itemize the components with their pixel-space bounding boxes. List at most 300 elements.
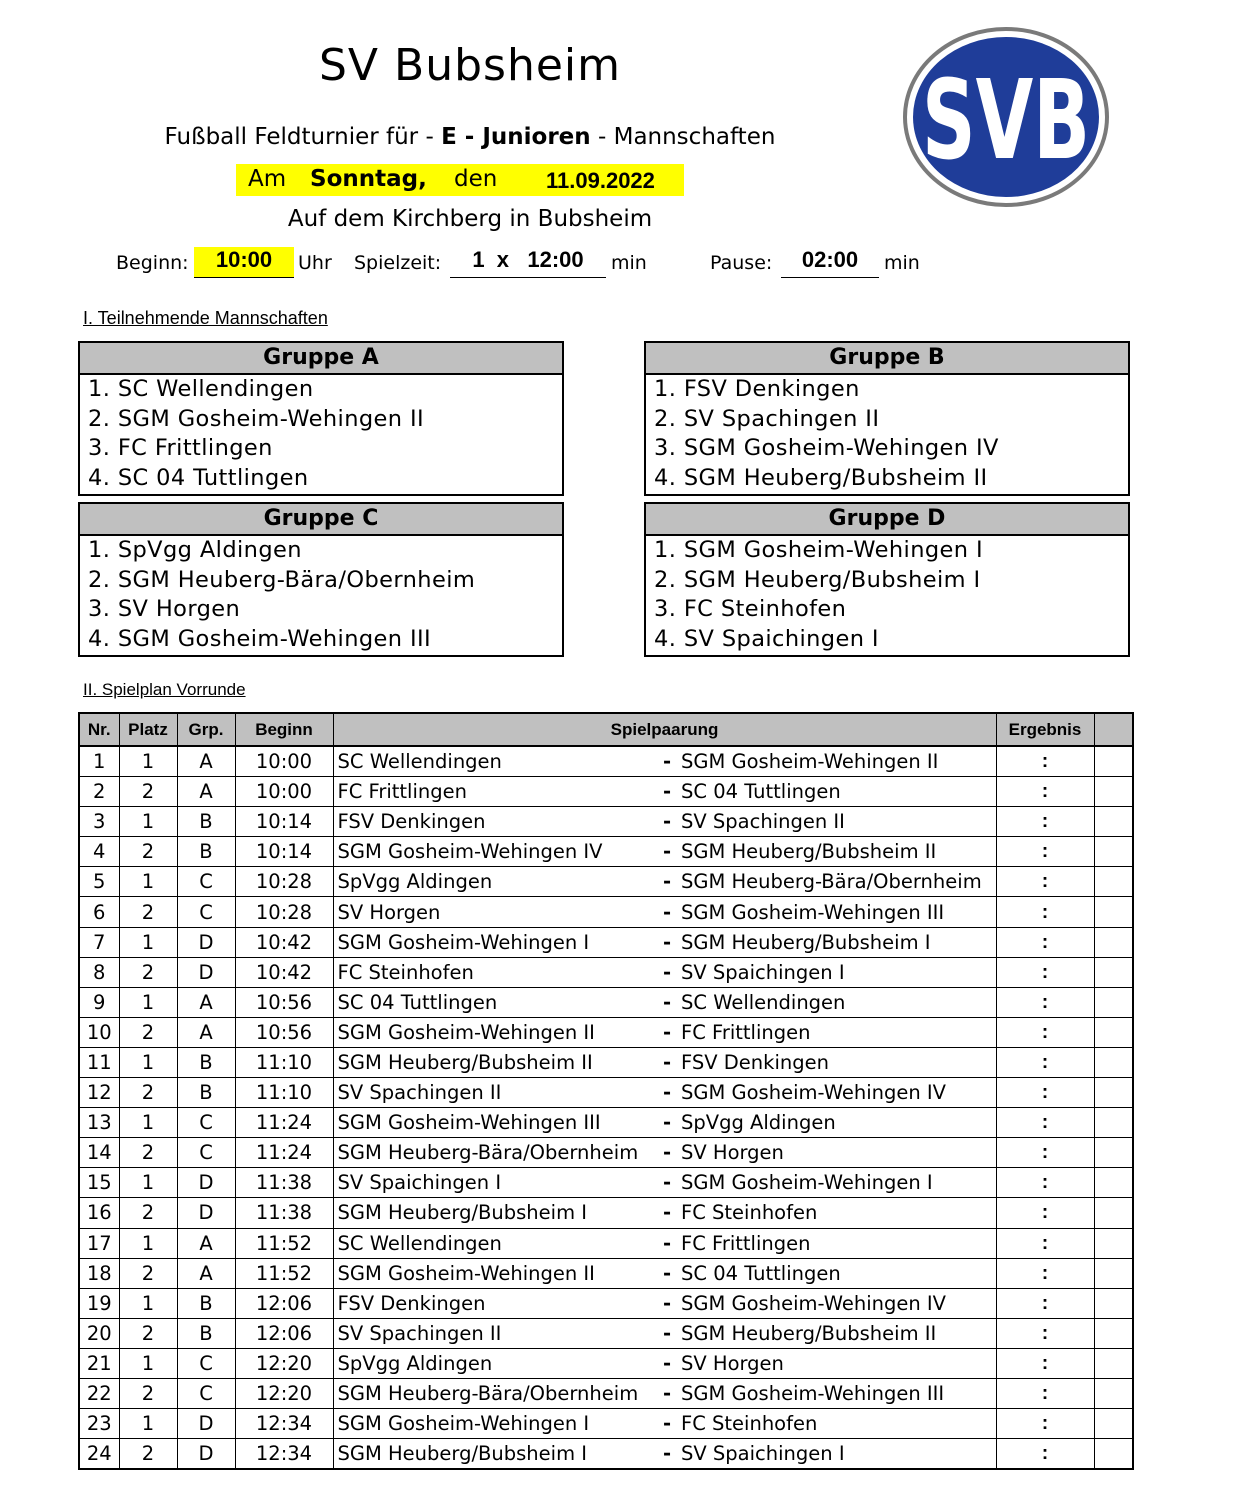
match-nr: 10 bbox=[79, 1017, 119, 1047]
match-home-cell bbox=[333, 777, 663, 807]
away-team: FC Frittlingen bbox=[681, 1231, 811, 1255]
pairing-dash: - bbox=[663, 930, 672, 954]
match-time: 11:10 bbox=[235, 1047, 333, 1077]
match-home-cell bbox=[333, 1409, 663, 1439]
group-c-team: 4. SGM Gosheim-Wehingen III bbox=[88, 626, 432, 653]
pairing-dash: - bbox=[663, 1111, 672, 1135]
home-team: SGM Heuberg-Bära/Obernheim bbox=[337, 1141, 639, 1165]
match-result: : bbox=[996, 1348, 1094, 1378]
home-team: SGM Gosheim-Wehingen IV bbox=[337, 840, 603, 864]
pairing-dash: - bbox=[663, 900, 672, 924]
header-grp: Grp. bbox=[177, 713, 235, 746]
table-row bbox=[79, 1378, 1133, 1408]
venue-text: Auf dem Kirchberg in Bubsheim bbox=[287, 206, 653, 232]
match-time: 10:56 bbox=[235, 987, 333, 1017]
match-home-cell bbox=[333, 957, 663, 987]
match-extra bbox=[1094, 957, 1133, 987]
match-time: 10:42 bbox=[235, 927, 333, 957]
match-away-cell bbox=[663, 777, 996, 807]
match-away-cell bbox=[663, 1409, 996, 1439]
group-b-team: 3. SGM Gosheim-Wehingen IV bbox=[654, 435, 999, 462]
table-row bbox=[79, 1409, 1133, 1439]
away-team: SGM Gosheim-Wehingen III bbox=[681, 1382, 945, 1406]
table-row bbox=[79, 1017, 1133, 1047]
pause-unit: min bbox=[884, 252, 920, 274]
match-home-cell bbox=[333, 1348, 663, 1378]
match-nr: 14 bbox=[79, 1138, 119, 1168]
home-team: SC Wellendingen bbox=[337, 1231, 502, 1255]
match-platz: 1 bbox=[119, 1108, 177, 1138]
away-team: SV Spachingen II bbox=[681, 810, 845, 834]
home-team: SC 04 Tuttlingen bbox=[337, 990, 498, 1014]
match-extra bbox=[1094, 1228, 1133, 1258]
match-home-cell bbox=[333, 807, 663, 837]
pairing-dash: - bbox=[663, 1231, 672, 1255]
match-group: B bbox=[177, 1078, 235, 1108]
away-team: FSV Denkingen bbox=[681, 1050, 829, 1074]
subtitle-prefix: Fußball Feldturnier für - bbox=[164, 124, 442, 150]
table-row bbox=[79, 777, 1133, 807]
match-extra bbox=[1094, 1047, 1133, 1077]
match-time: 11:52 bbox=[235, 1228, 333, 1258]
match-extra bbox=[1094, 1348, 1133, 1378]
match-away-cell bbox=[663, 1017, 996, 1047]
pairing-dash: - bbox=[663, 1291, 672, 1315]
match-group: C bbox=[177, 1378, 235, 1408]
table-header-row bbox=[79, 713, 1133, 746]
pairing-dash: - bbox=[663, 1412, 672, 1436]
match-group: C bbox=[177, 897, 235, 927]
match-time: 12:20 bbox=[235, 1348, 333, 1378]
home-team: SpVgg Aldingen bbox=[337, 1351, 493, 1375]
pairing-dash: - bbox=[663, 810, 672, 834]
away-team: FC Frittlingen bbox=[681, 1020, 811, 1044]
spielzeit-unit: min bbox=[611, 252, 647, 274]
table-row bbox=[79, 1288, 1133, 1318]
away-team: SpVgg Aldingen bbox=[681, 1111, 836, 1135]
match-extra bbox=[1094, 746, 1133, 777]
match-platz: 2 bbox=[119, 1138, 177, 1168]
match-home-cell bbox=[333, 1198, 663, 1228]
away-team: SC Wellendingen bbox=[681, 990, 846, 1014]
pairing-dash: - bbox=[663, 1171, 672, 1195]
match-platz: 1 bbox=[119, 746, 177, 777]
match-extra bbox=[1094, 1409, 1133, 1439]
away-team: SGM Heuberg-Bära/Obernheim bbox=[681, 870, 982, 894]
group-a-team: 3. FC Frittlingen bbox=[88, 435, 273, 462]
table-row bbox=[79, 1138, 1133, 1168]
pairing-dash: - bbox=[663, 1050, 672, 1074]
match-time: 11:38 bbox=[235, 1198, 333, 1228]
match-platz: 2 bbox=[119, 837, 177, 867]
pairing-dash: - bbox=[663, 870, 672, 894]
table-row bbox=[79, 897, 1133, 927]
away-team: SGM Gosheim-Wehingen II bbox=[681, 750, 939, 774]
away-team: SGM Gosheim-Wehingen IV bbox=[681, 1291, 947, 1315]
match-platz: 2 bbox=[119, 1318, 177, 1348]
table-row bbox=[79, 807, 1133, 837]
match-time: 12:34 bbox=[235, 1409, 333, 1439]
match-result: : bbox=[996, 897, 1094, 927]
match-extra bbox=[1094, 987, 1133, 1017]
table-row bbox=[79, 837, 1133, 867]
date-weekday: Sonntag, bbox=[310, 166, 427, 192]
match-nr: 9 bbox=[79, 987, 119, 1017]
match-nr: 15 bbox=[79, 1168, 119, 1198]
match-time: 10:00 bbox=[235, 777, 333, 807]
pause-label: Pause: bbox=[710, 252, 773, 274]
home-team: FSV Denkingen bbox=[337, 810, 486, 834]
table-row bbox=[79, 1258, 1133, 1288]
match-time: 10:28 bbox=[235, 867, 333, 897]
home-team: SV Spachingen II bbox=[337, 1081, 502, 1105]
group-d-team: 4. SV Spaichingen I bbox=[654, 626, 879, 653]
date-am-label: Am bbox=[248, 166, 287, 192]
match-result: : bbox=[996, 837, 1094, 867]
beginn-unit: Uhr bbox=[298, 252, 332, 274]
match-result: : bbox=[996, 927, 1094, 957]
match-away-cell bbox=[663, 1378, 996, 1408]
subtitle-age-class: E - Junioren bbox=[441, 124, 591, 150]
pairing-dash: - bbox=[663, 750, 672, 774]
table-row bbox=[79, 1047, 1133, 1077]
match-away-cell bbox=[663, 807, 996, 837]
schedule-table bbox=[78, 712, 1134, 1470]
match-group: D bbox=[177, 1198, 235, 1228]
table-row bbox=[79, 1168, 1133, 1198]
beginn-label: Beginn: bbox=[116, 252, 189, 274]
away-team: SGM Heuberg/Bubsheim II bbox=[681, 1321, 937, 1345]
home-team: SGM Heuberg/Bubsheim I bbox=[337, 1201, 588, 1225]
match-platz: 2 bbox=[119, 1258, 177, 1288]
match-home-cell bbox=[333, 1258, 663, 1288]
table-row bbox=[79, 987, 1133, 1017]
group-b-team: 2. SV Spachingen II bbox=[654, 405, 880, 432]
match-platz: 1 bbox=[119, 1228, 177, 1258]
away-team: FC Steinhofen bbox=[681, 1201, 818, 1225]
pairing-dash: - bbox=[663, 1261, 672, 1285]
match-extra bbox=[1094, 897, 1133, 927]
match-time: 10:14 bbox=[235, 837, 333, 867]
away-team: SGM Heuberg/Bubsheim II bbox=[681, 840, 937, 864]
subtitle-suffix: - Mannschaften bbox=[590, 124, 776, 150]
match-platz: 1 bbox=[119, 1409, 177, 1439]
match-time: 10:00 bbox=[235, 746, 333, 777]
date-banner bbox=[236, 164, 684, 196]
match-group: B bbox=[177, 837, 235, 867]
match-platz: 2 bbox=[119, 957, 177, 987]
group-a-box bbox=[78, 341, 564, 496]
away-team: SC 04 Tuttlingen bbox=[681, 1261, 841, 1285]
match-platz: 1 bbox=[119, 1348, 177, 1378]
match-time: 10:56 bbox=[235, 1017, 333, 1047]
away-team: SV Spaichingen I bbox=[681, 1442, 845, 1466]
pairing-dash: - bbox=[663, 960, 672, 984]
match-result: : bbox=[996, 1228, 1094, 1258]
date-den-label: den bbox=[454, 166, 498, 192]
away-team: SV Horgen bbox=[681, 1141, 784, 1165]
table-row bbox=[79, 867, 1133, 897]
match-result: : bbox=[996, 987, 1094, 1017]
match-home-cell bbox=[333, 927, 663, 957]
match-home-cell bbox=[333, 867, 663, 897]
match-home-cell bbox=[333, 897, 663, 927]
match-nr: 13 bbox=[79, 1108, 119, 1138]
match-extra bbox=[1094, 777, 1133, 807]
group-c-team: 2. SGM Heuberg-Bära/Obernheim bbox=[88, 566, 476, 593]
group-d-team: 3. FC Steinhofen bbox=[654, 596, 847, 623]
table-row bbox=[79, 1439, 1133, 1470]
pairing-dash: - bbox=[663, 1442, 672, 1466]
match-time: 12:20 bbox=[235, 1378, 333, 1408]
home-team: SpVgg Aldingen bbox=[337, 870, 493, 894]
group-b-team: 4. SGM Heuberg/Bubsheim II bbox=[654, 465, 988, 492]
match-result: : bbox=[996, 1017, 1094, 1047]
match-away-cell bbox=[663, 1198, 996, 1228]
home-team: SGM Gosheim-Wehingen III bbox=[337, 1111, 601, 1135]
table-row bbox=[79, 1108, 1133, 1138]
table-row bbox=[79, 746, 1133, 777]
match-nr: 8 bbox=[79, 957, 119, 987]
match-home-cell bbox=[333, 1318, 663, 1348]
pairing-dash: - bbox=[663, 1141, 672, 1165]
match-result: : bbox=[996, 1198, 1094, 1228]
match-platz: 2 bbox=[119, 897, 177, 927]
group-b-title: Gruppe B bbox=[646, 343, 1128, 375]
match-away-cell bbox=[663, 746, 996, 777]
match-result: : bbox=[996, 777, 1094, 807]
match-platz: 1 bbox=[119, 867, 177, 897]
match-extra bbox=[1094, 837, 1133, 867]
match-home-cell bbox=[333, 1078, 663, 1108]
match-away-cell bbox=[663, 1318, 996, 1348]
match-platz: 1 bbox=[119, 927, 177, 957]
match-group: D bbox=[177, 957, 235, 987]
home-team: SV Spachingen II bbox=[337, 1321, 502, 1345]
match-home-cell bbox=[333, 837, 663, 867]
group-d-team: 1. SGM Gosheim-Wehingen I bbox=[654, 537, 984, 563]
match-nr: 7 bbox=[79, 927, 119, 957]
match-nr: 22 bbox=[79, 1378, 119, 1408]
match-nr: 1 bbox=[79, 746, 119, 777]
match-extra bbox=[1094, 867, 1133, 897]
home-team: SV Horgen bbox=[337, 900, 441, 924]
match-result: : bbox=[996, 1258, 1094, 1288]
match-result: : bbox=[996, 1047, 1094, 1077]
match-nr: 6 bbox=[79, 897, 119, 927]
pairing-dash: - bbox=[663, 1382, 672, 1406]
match-away-cell bbox=[663, 867, 996, 897]
match-extra bbox=[1094, 1439, 1133, 1470]
header-spielpaarung: Spielpaarung bbox=[333, 713, 996, 746]
pairing-dash: - bbox=[663, 1201, 672, 1225]
spielzeit-value: 1 x 12:00 bbox=[450, 247, 606, 278]
match-time: 12:06 bbox=[235, 1288, 333, 1318]
match-extra bbox=[1094, 1168, 1133, 1198]
pause-value: 02:00 bbox=[781, 247, 879, 278]
match-time: 11:52 bbox=[235, 1258, 333, 1288]
match-extra bbox=[1094, 1198, 1133, 1228]
match-nr: 12 bbox=[79, 1078, 119, 1108]
match-extra bbox=[1094, 1378, 1133, 1408]
match-nr: 11 bbox=[79, 1047, 119, 1077]
header-platz: Platz bbox=[119, 713, 177, 746]
match-away-cell bbox=[663, 1258, 996, 1288]
group-d-title: Gruppe D bbox=[646, 504, 1128, 536]
pairing-dash: - bbox=[663, 1081, 672, 1105]
match-group: B bbox=[177, 807, 235, 837]
match-away-cell bbox=[663, 1138, 996, 1168]
pairing-dash: - bbox=[663, 1020, 672, 1044]
match-extra bbox=[1094, 1138, 1133, 1168]
match-platz: 2 bbox=[119, 1078, 177, 1108]
spielzeit-label: Spielzeit: bbox=[354, 252, 442, 274]
table-row bbox=[79, 1228, 1133, 1258]
logo-lettering: SVB bbox=[922, 56, 1090, 184]
table-row bbox=[79, 927, 1133, 957]
match-away-cell bbox=[663, 927, 996, 957]
match-extra bbox=[1094, 1108, 1133, 1138]
match-group: A bbox=[177, 1258, 235, 1288]
match-group: D bbox=[177, 1439, 235, 1470]
match-away-cell bbox=[663, 957, 996, 987]
match-platz: 2 bbox=[119, 777, 177, 807]
club-logo bbox=[902, 26, 1110, 208]
section-teams-heading: I. Teilnehmende Mannschaften bbox=[83, 308, 328, 328]
home-team: SGM Heuberg/Bubsheim II bbox=[337, 1050, 593, 1074]
group-c-title: Gruppe C bbox=[80, 504, 562, 536]
match-extra bbox=[1094, 807, 1133, 837]
match-group: D bbox=[177, 1168, 235, 1198]
match-group: A bbox=[177, 746, 235, 777]
away-team: SGM Heuberg/Bubsheim I bbox=[681, 930, 931, 954]
away-team: SGM Gosheim-Wehingen I bbox=[681, 1171, 933, 1195]
group-d-box bbox=[644, 502, 1130, 657]
match-away-cell bbox=[663, 1288, 996, 1318]
home-team: SGM Heuberg-Bära/Obernheim bbox=[337, 1382, 639, 1406]
match-away-cell bbox=[663, 1078, 996, 1108]
home-team: SGM Heuberg/Bubsheim I bbox=[337, 1442, 588, 1466]
home-team: FSV Denkingen bbox=[337, 1291, 486, 1315]
home-team: SGM Gosheim-Wehingen II bbox=[337, 1020, 595, 1044]
match-home-cell bbox=[333, 746, 663, 777]
pairing-dash: - bbox=[663, 780, 672, 804]
match-group: D bbox=[177, 927, 235, 957]
match-result: : bbox=[996, 807, 1094, 837]
match-away-cell bbox=[663, 1439, 996, 1470]
match-extra bbox=[1094, 1288, 1133, 1318]
match-nr: 23 bbox=[79, 1409, 119, 1439]
match-nr: 18 bbox=[79, 1258, 119, 1288]
match-home-cell bbox=[333, 1108, 663, 1138]
match-extra bbox=[1094, 1258, 1133, 1288]
match-group: A bbox=[177, 987, 235, 1017]
match-away-cell bbox=[663, 837, 996, 867]
match-group: C bbox=[177, 867, 235, 897]
group-a-team: 2. SGM Gosheim-Wehingen II bbox=[88, 405, 425, 432]
match-group: B bbox=[177, 1288, 235, 1318]
match-time: 11:10 bbox=[235, 1078, 333, 1108]
match-group: A bbox=[177, 1228, 235, 1258]
pairing-dash: - bbox=[663, 1321, 672, 1345]
match-result: : bbox=[996, 1108, 1094, 1138]
match-result: : bbox=[996, 1439, 1094, 1470]
match-away-cell bbox=[663, 1168, 996, 1198]
header-beginn: Beginn bbox=[235, 713, 333, 746]
match-group: A bbox=[177, 1017, 235, 1047]
match-platz: 1 bbox=[119, 1288, 177, 1318]
match-result: : bbox=[996, 1409, 1094, 1439]
match-result: : bbox=[996, 746, 1094, 777]
group-c-team: 1. SpVgg Aldingen bbox=[88, 537, 302, 563]
match-result: : bbox=[996, 1288, 1094, 1318]
match-result: : bbox=[996, 867, 1094, 897]
match-time: 10:42 bbox=[235, 957, 333, 987]
match-time: 12:06 bbox=[235, 1318, 333, 1348]
group-d-team: 2. SGM Heuberg/Bubsheim I bbox=[654, 566, 981, 593]
away-team: SV Horgen bbox=[681, 1351, 784, 1375]
match-group: D bbox=[177, 1409, 235, 1439]
pairing-dash: - bbox=[663, 990, 672, 1014]
match-group: B bbox=[177, 1318, 235, 1348]
match-time: 11:24 bbox=[235, 1138, 333, 1168]
home-team: SC Wellendingen bbox=[337, 750, 502, 774]
match-nr: 20 bbox=[79, 1318, 119, 1348]
match-result: : bbox=[996, 1378, 1094, 1408]
match-platz: 1 bbox=[119, 1047, 177, 1077]
match-nr: 24 bbox=[79, 1439, 119, 1470]
match-time: 10:14 bbox=[235, 807, 333, 837]
home-team: FC Frittlingen bbox=[337, 780, 467, 804]
match-group: C bbox=[177, 1108, 235, 1138]
match-home-cell bbox=[333, 1378, 663, 1408]
match-away-cell bbox=[663, 1228, 996, 1258]
beginn-value: 10:00 bbox=[194, 247, 294, 278]
group-a-team: 4. SC 04 Tuttlingen bbox=[88, 465, 309, 492]
home-team: SGM Gosheim-Wehingen I bbox=[337, 1412, 590, 1436]
home-team: SGM Gosheim-Wehingen II bbox=[337, 1261, 595, 1285]
group-b-team: 1. FSV Denkingen bbox=[654, 376, 860, 402]
match-extra bbox=[1094, 1318, 1133, 1348]
match-group: B bbox=[177, 1047, 235, 1077]
match-nr: 5 bbox=[79, 867, 119, 897]
match-nr: 16 bbox=[79, 1198, 119, 1228]
match-extra bbox=[1094, 927, 1133, 957]
group-c-team: 3. SV Horgen bbox=[88, 596, 241, 623]
match-home-cell bbox=[333, 1288, 663, 1318]
schedule-body bbox=[79, 746, 1133, 1469]
match-time: 12:34 bbox=[235, 1439, 333, 1470]
group-a-title: Gruppe A bbox=[80, 343, 562, 375]
match-nr: 17 bbox=[79, 1228, 119, 1258]
date-value: 11.09.2022 bbox=[546, 168, 655, 193]
table-row bbox=[79, 957, 1133, 987]
away-team: SGM Gosheim-Wehingen III bbox=[681, 900, 945, 924]
away-team: SC 04 Tuttlingen bbox=[681, 780, 841, 804]
match-nr: 4 bbox=[79, 837, 119, 867]
header-ergebnis: Ergebnis bbox=[996, 713, 1094, 746]
pairing-dash: - bbox=[663, 1351, 672, 1375]
home-team: FC Steinhofen bbox=[337, 960, 474, 984]
pairing-dash: - bbox=[663, 840, 672, 864]
match-time: 11:24 bbox=[235, 1108, 333, 1138]
home-team: SV Spaichingen I bbox=[337, 1171, 502, 1195]
tournament-subtitle bbox=[0, 124, 940, 150]
home-team: SGM Gosheim-Wehingen I bbox=[337, 930, 590, 954]
match-group: C bbox=[177, 1348, 235, 1378]
match-result: : bbox=[996, 1138, 1094, 1168]
match-platz: 2 bbox=[119, 1198, 177, 1228]
